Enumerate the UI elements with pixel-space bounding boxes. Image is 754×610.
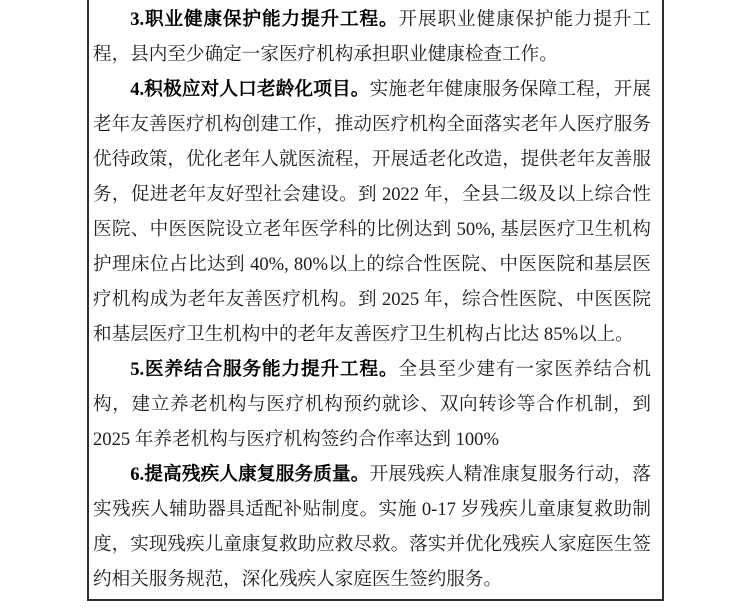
paragraph-6-body: 开展残疾人精准康复服务行动，落实残疾人辅助器具适配补贴制度。实施 0-17 岁残疾儿童康复救助制度，实现残疾儿童康复救助应救尽救。落实并优化残疾人家庭医生签约相关服务规范，深化残疾人家庭医生签约服务。 — [93, 464, 651, 590]
paragraph-5 — [93, 352, 651, 457]
paragraph-5-heading: 5.医养结合服务能力提升工程。 — [130, 359, 399, 380]
paragraph-4 — [93, 72, 651, 352]
paragraph-3-body: 开展职业健康保护能力提升工程，县内至少确定一家医疗机构承担职业健康检查工作。 — [93, 9, 651, 65]
paragraph-5-body: 全县至少建有一家医养结合机构，建立养老机构与医疗机构预约就诊、双向转诊等合作机制，到 2025 年养老机构与医疗机构签约合作率达到 100% — [93, 359, 651, 450]
paragraph-4-body: 实施老年健康服务保障工程，开展老年友善医疗机构创建工作，推动医疗机构全面落实老年人医疗服务优待政策，优化老年人就医流程，开展适老化改造，提供老年友善服务，促进老年友好型社会建设。到 2022 年，全县二级及以上综合性医院、中医医院设立老年医学科的比例达到 50%, 基层医疗卫生机构护理床位占比达到 40%, 80%以上的综合性医院、中医医院和基层医疗机构成为老年友善医疗机构。到 2025 年，综合性医院、中医医院和基层医疗卫生机构中的老年友善医疗卫生机构占比达 85%以上。 — [93, 79, 651, 345]
paragraph-6-heading: 6.提高残疾人康复服务质量。 — [130, 464, 370, 485]
paragraph-6 — [93, 457, 651, 597]
paragraph-3-heading: 3.职业健康保护能力提升工程。 — [130, 9, 399, 30]
paragraph-3 — [93, 2, 651, 72]
table-cell — [87, 0, 664, 601]
paragraph-4-heading: 4.积极应对人口老龄化项目。 — [130, 79, 370, 100]
